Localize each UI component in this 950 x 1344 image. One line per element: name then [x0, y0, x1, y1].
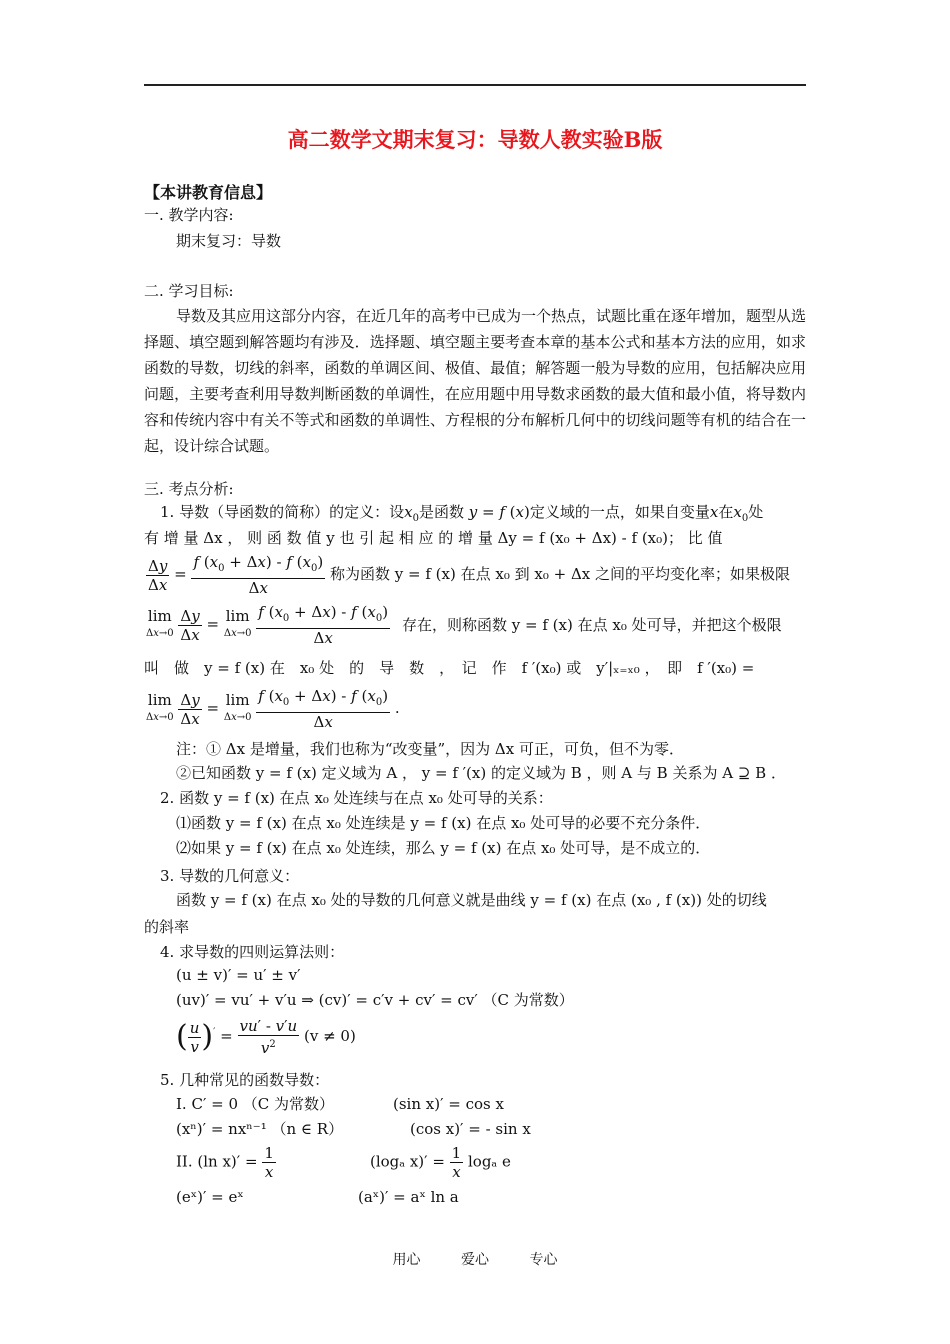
footer-word-2: 爱心 [461, 1252, 489, 1268]
footer-word-1: 用心 [392, 1252, 421, 1268]
note-1: 注：① Δx 是增量，我们也称为“改变量”，因为 Δx 可正，可负，但不为零． [176, 740, 684, 758]
deriv-power: (xⁿ)′ = nxⁿ⁻¹ （n ∈ R） [176, 1120, 344, 1138]
footer-word-3: 专心 [529, 1252, 558, 1268]
deriv-exp: (eˣ)′ = eˣ [176, 1188, 244, 1206]
header-rule [144, 84, 806, 86]
document-title: 高二数学文期末复习：导数人教实验B版 [287, 127, 663, 152]
deriv-sin: (sin x)′ = cos x [393, 1095, 504, 1113]
item-2: 2. 函数 y = f (x) 在点 x₀ 处连续与在点 x₀ 处可导的关系： [160, 789, 553, 807]
deriv-ln: II. (ln x)′ = $\frac{1}{x}$ [176, 1144, 274, 1181]
s3-heading: 三. 考点分析: [144, 480, 234, 498]
item-2b: ⑵如果 y = f (x) 在点 x₀ 处连续，那么 y = f (x) 在点 x₀ 处可导，是不成立的． [176, 839, 711, 857]
difference-quotient: $\frac{\Delta y}{\Delta x}$ = $\frac{f (x_0 + \Delta x) - f (x_0)}{\Delta x}$ [148, 553, 324, 597]
rule-quotient: ( $\frac{u}{v}$ )′ = $\frac{vu' - v'u}{v^2}$ (v ≠ 0) [176, 1017, 356, 1057]
def-line-2: 有 增 量 Δx ， 则 函 数 值 y 也 引 起 相 应 的 增 量 Δy = f (x₀ + Δx) - f (x₀)； 比 值 [144, 529, 723, 547]
section-heading: 【本讲教育信息】 [144, 183, 273, 202]
item-5: 5. 几种常见的函数导数： [160, 1071, 330, 1089]
s1-content: 期末复习：导数 [176, 232, 282, 250]
item-3: 3. 导数的几何意义： [160, 867, 300, 885]
rule-sum: (u ± v)′ = u′ ± v′ [176, 966, 301, 984]
deriv-constant: I. C′ = 0 （C 为常数） [176, 1095, 335, 1113]
s1-heading: 一. 教学内容: [144, 206, 234, 224]
deriv-exp-a: (aˣ)′ = aˣ ln a [358, 1188, 459, 1206]
item-2a: ⑴函数 y = f (x) 在点 x₀ 处连续是 y = f (x) 在点 x₀ 处可导的必要不充分条件． [176, 814, 711, 832]
deriv-log: (logₐ x)′ = $\frac{1}{x}$ logₐ e [370, 1144, 511, 1181]
item-3a: 函数 y = f (x) 在点 x₀ 处的导数的几何意义就是曲线 y = f (x) 在点 (x₀ , f (x)) 处的切线 [176, 891, 767, 909]
rule-product: (uv)′ = vu′ + v′u ⇒ (cv)′ = c′v + cv′ = cv′ （C 为常数） [176, 991, 574, 1009]
s2-paragraph: 导数及其应用这部分内容，在近几年的高考中已成为一个热点，试题比重在逐年增加，题型从选择题、填空题到解答题均有涉及．选择题、填空题主要考查本章的基本公式和基本方法的应用，如求函数的导数，切线的斜率，函数的单调区间、极值、最值；解答题一般为导数的应用，包括解决应用问题，主要考查利用导数判断函数的单调性，在应用题中用导数求函数的最大值和最小值，将导数内容和传统内容中有关不等式和函数的单调性、方程根的分布解析几何中的切线问题等有机的结合在一起，设计综合试题。 [144, 307, 807, 455]
page-footer [0, 1249, 950, 1269]
def-line-4: 存在，则称函数 y = f (x) 在点 x₀ 处可导，并把这个极限 [402, 616, 782, 634]
item-3b: 的斜率 [144, 918, 190, 936]
limit-expression-1: lim Δx→0 $\frac{\Delta y}{\Delta x}$ = lim Δx→0 $\frac{f (x_0 + \Delta x) - f (x_0)}{\Delta x}$ [146, 603, 389, 647]
s2-heading: 二. 学习目标: [144, 282, 234, 300]
def-line-3: 称为函数 y = f (x) 在点 x₀ 到 x₀ + Δx 之间的平均变化率；如果极限 [330, 565, 791, 583]
limit-expression-2: lim Δx→0 $\frac{\Delta y}{\Delta x}$ = lim Δx→0 $\frac{f (x_0 + \Delta x) - f (x_0)}{\Delta x}$ . [146, 687, 400, 731]
def-line-1: 1. 导数（导函数的简称）的定义：设$x_0$是函数 y = f (x)定义域的一点，如果自变量x在$x_0$处 [160, 503, 764, 524]
item-4: 4. 求导数的四则运算法则： [160, 943, 345, 961]
def-line-5: 叫 做 y = f (x) 在 x₀ 处 的 导 数 ， 记 作 f ′(x₀) 或 y′|ₓ₌ₓ₀ ， 即 f ′(x₀) = [144, 659, 755, 677]
deriv-cos: (cos x)′ = - sin x [410, 1120, 531, 1138]
note-2: ②已知函数 y = f (x) 定义域为 A ， y = f ′(x) 的定义域为 B ，则 A 与 B 关系为 A ⊇ B ． [176, 764, 786, 782]
